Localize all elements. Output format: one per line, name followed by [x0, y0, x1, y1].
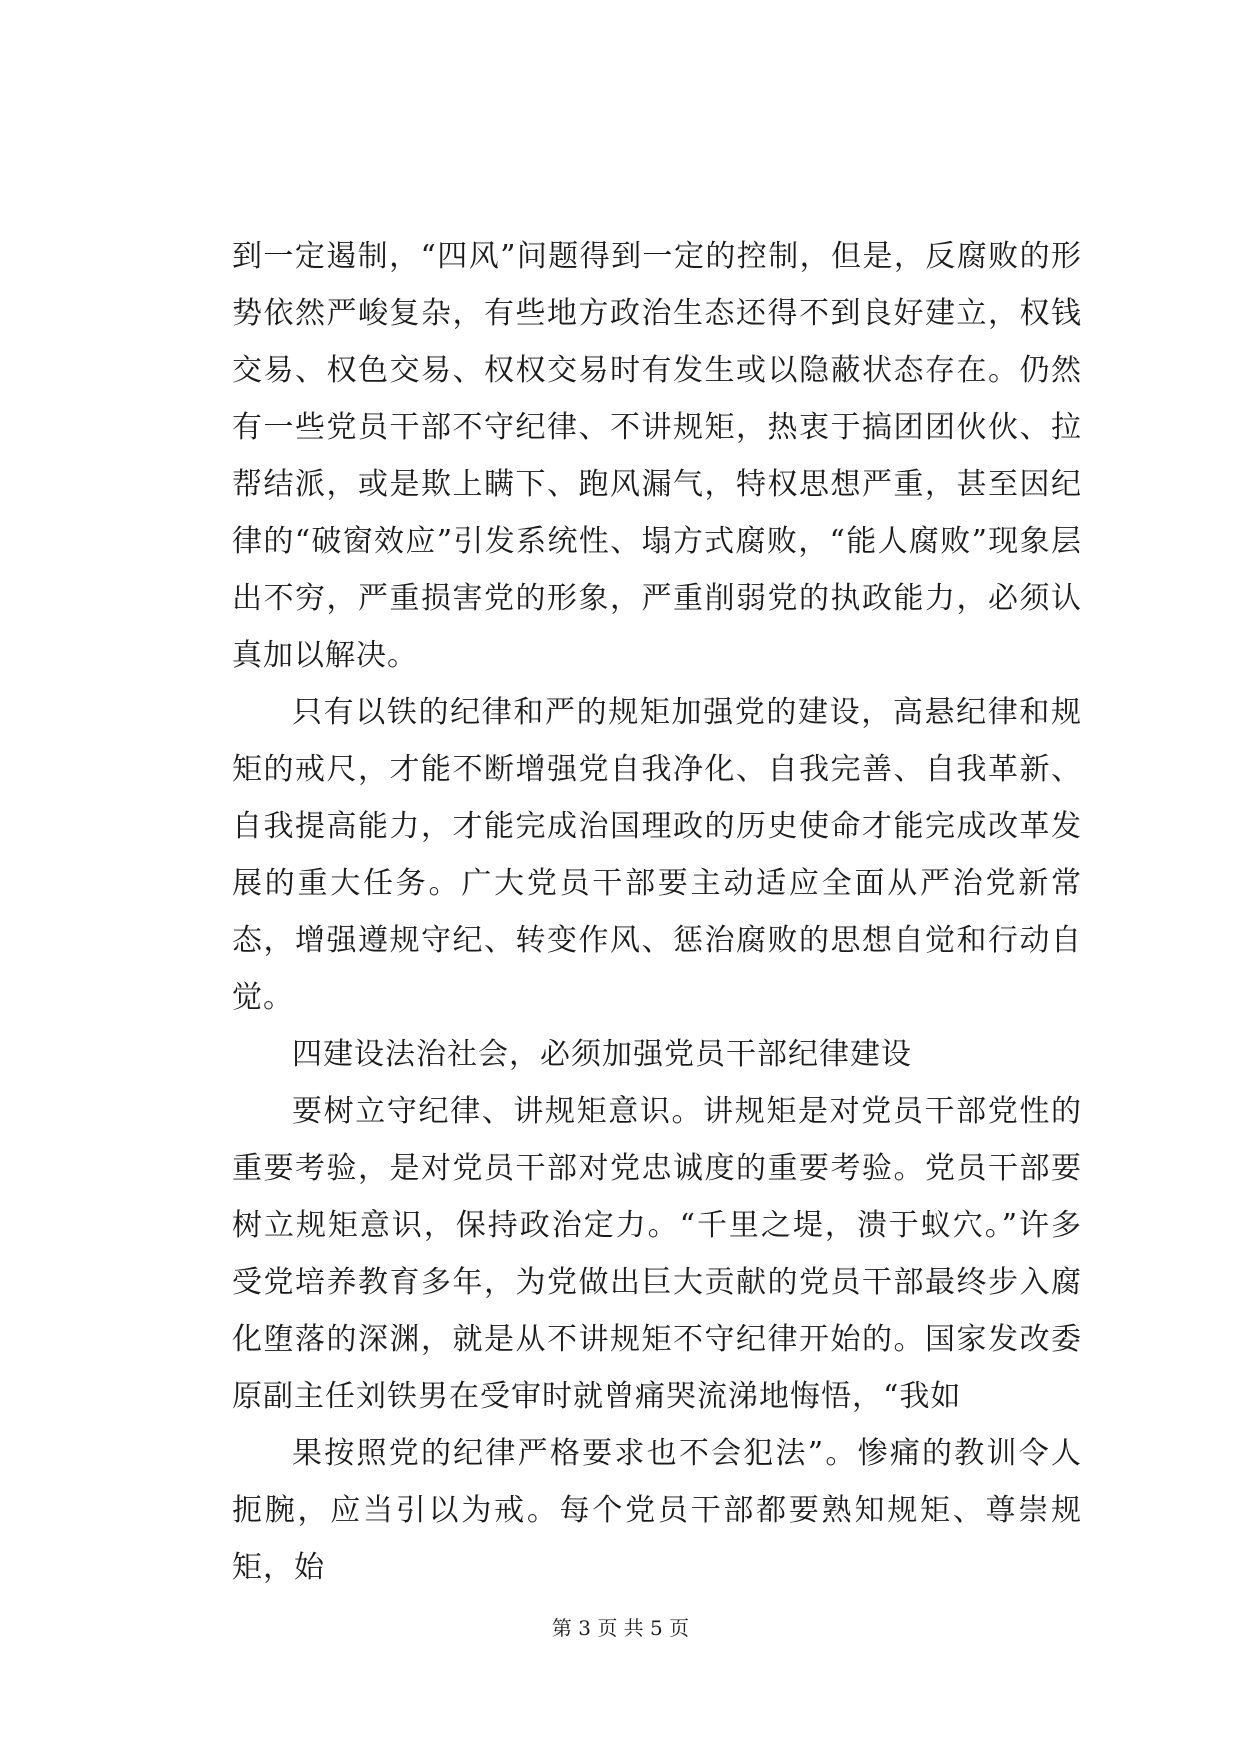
paragraph-continuation: 到一定遏制，“四风”问题得到一定的控制，但是，反腐败的形势依然严峻复杂，有些地方政治生态还得不到良好建立，权钱交易、权色交易、权权交易时有发生或以隐蔽状态存在。仍然有一些党员干部不守纪律、不讲规矩，热衷于搞团团伙伙、拉帮结派，或是欺上瞒下、跑风漏气，特权思想严重，甚至因纪律的“破窗效应”引发系统性、塌方式腐败，“能人腐败”现象层出不穷，严重损害党的形象，严重削弱党的执政能力，必须认真加以解决。 [232, 239, 1082, 673]
page-number-footer: 第 3 页 共 5 页 [551, 1616, 690, 1640]
paragraph: 要树立守纪律、讲规矩意识。讲规矩是对党员干部党性的重要考验，是对党员干部对党忠诚度的重要考验。党员干部要树立规矩意识，保持政治定力。“千里之堤，溃于蚁穴。”许多受党培养教育多年，为党做出巨大贡献的党员干部最终步入腐化堕落的深渊，就是从不讲规矩不守纪律开始的。国家发改委原副主任刘铁男在受审时就曾痛哭流涕地悔悟，“我如 [232, 1094, 1082, 1414]
paragraph: 果按照党的纪律严格要求也不会犯法”。惨痛的教训令人扼腕，应当引以为戒。每个党员干部都要熟知规矩、尊崇规矩，始 [232, 1436, 1082, 1585]
section-heading: 四建设法治社会，必须加强党员干部纪律建设 [292, 1037, 912, 1072]
document-body [232, 228, 1082, 1596]
paragraph: 只有以铁的纪律和严的规矩加强党的建设，高悬纪律和规矩的戒尺，才能不断增强党自我净化、自我完善、自我革新、自我提高能力，才能完成治国理政的历史使命才能完成改革发展的重大任务。广大党员干部要主动适应全面从严治党新常态，增强遵规守纪、转变作风、惩治腐败的思想自觉和行动自觉。 [232, 695, 1082, 1015]
